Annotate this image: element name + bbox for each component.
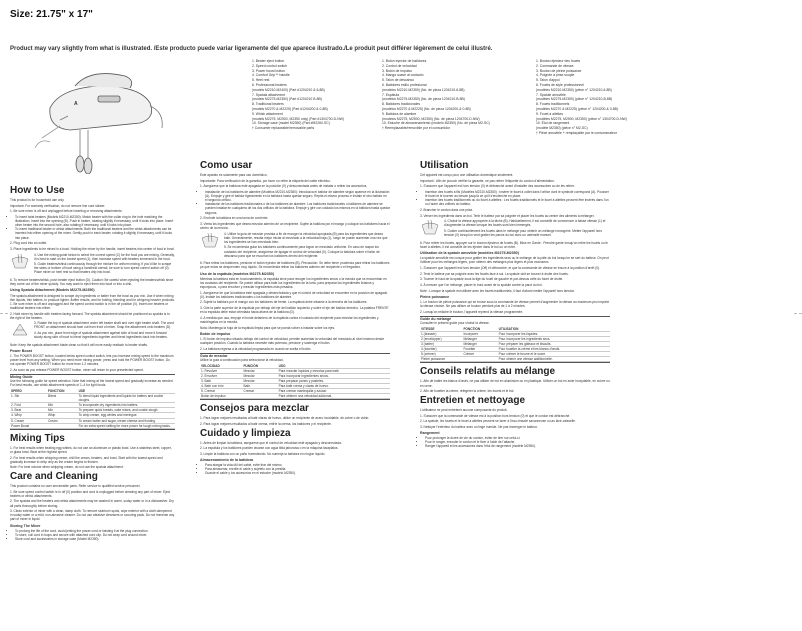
intro-text: Cet appareil est conçu pour une utilisation domestique seulement. <box>420 173 514 177</box>
step-text: 3. Tourner le haut de la spatule sous la tige du fouet de gauche et par-dessus celle du fouet de droite. <box>420 277 564 282</box>
table-cell: 4. Batir con brío <box>201 383 224 388</box>
table-row <box>10 394 175 403</box>
table-cell: Pour incorporer les liquides. <box>498 331 539 336</box>
table-cell: For an extra speed setting for more power for tough mixing tasks. <box>78 423 171 428</box>
parts-list-item: 10. Étui de rangement <box>536 121 570 126</box>
mixing-guide-table <box>200 353 390 400</box>
mixing-illustration <box>420 219 440 236</box>
storing-item: • To prolong the life of the cord, avoid jerking the power cord or twisting it at the plug connection. <box>15 529 175 533</box>
step-text: 1. S'assurer que l'appareil est hors tension (Off) et débranché, et que la commande de vitesse se trouve à la position d'arrêt (0). <box>420 266 601 271</box>
tip-item: Note: For best volume when whipping cream, do not use the spatula attachment. <box>10 465 124 470</box>
mixing-guide-intro: Consulter le présent guide pour choisir la vitesse. <box>420 321 490 326</box>
bullet-item: • Instalación de los batidores de alambre (Modelos M2210-M2350): Introduzca el batidor de alambre según aparece en la ilustración (A). Empuje y gire el batidor ligeramente en la batidora hasta quedar seguro. Repita el mismo proceso e instale el otro batidor en el segundo orificio. <box>205 190 390 202</box>
table-cell <box>47 424 78 428</box>
important-text: Importante: Para verificación de la garantía, por favor no retire la etiqueta del cable eléctrico. <box>200 178 331 183</box>
tip-item: 2. For best results when whipping cream, chill the cream, beaters, and bowl. Start with the lowest speed and gradually increase to whip only as the cream begins to thicken. <box>10 455 163 464</box>
table-header-cell: VELOCIDAD <box>201 363 220 368</box>
parts-list-item: (modelos M2270 & M2225) (No. de pieza 1204200-& 0-8B) <box>382 106 471 111</box>
rangement-heading: Rangement <box>420 431 440 436</box>
mixing-illustration <box>200 232 220 249</box>
table-cell: 3 (battre) <box>421 342 434 347</box>
power-boost-text: 2. As soon as you release POWER BOOST button, mixer will return to your preselected speed. <box>10 368 144 373</box>
power-boost-heading: Power Boost <box>10 348 32 353</box>
figure-b-block <box>420 219 610 239</box>
tip-item: 1. For best results when beating egg whites, do not use an aluminum or plastic bowl. Use a stainless steel, copper, or glass bowl. Beat at the highest speed. <box>10 445 172 454</box>
parts-list-item: 9. Fouet à ailettes <box>536 111 563 116</box>
parts-list-item: 1. Bouton éjecteur des fouets <box>536 59 581 63</box>
parts-list-item: (models M2275-M2350) (Part #1204210 B-8B) <box>252 97 322 102</box>
step-text: 4. Use the mixing guide below to select the correct speed (C) for the food you are mixing. Generally, it is best to start on the lowest speed (1), then increase speed with beaters immersed in the food. <box>34 252 175 261</box>
table-header-cell: FUNCIÓN <box>243 363 259 368</box>
mixing-guide-title: Mixing Guide <box>10 375 33 380</box>
table-cell: Mezclar <box>243 378 255 383</box>
parts-list-item: 3. Bouton de pleine puissance <box>536 68 582 73</box>
disclaimer: Product may vary slightly from what is illustrated. /Este producto puede variar ligeramente del que aparece ilustrado./Le produit peut différer légèrement de celui illustré. <box>10 46 493 52</box>
storing-item: • To store, coil cord in loops and secure with attached cord clip. Do not wrap cord around mixer. <box>15 533 175 537</box>
english-column <box>10 185 175 543</box>
parts-list-spanish <box>382 59 490 131</box>
spatule-text: La spatule amovible est conçue pour gratter les ingrédients secs ou le mélange de la pâte du bol lorsqu'on se sert du batteur. On peut l'utiliser pour les mélanges légers, pour obtenir des mélanges plus légers et plus mousseux. <box>420 256 609 265</box>
step-text: 2. Hold mixer by handle with beaters facing forward. The spatula attachment should be positioned so spatula is to the right of the beaters. <box>10 311 170 320</box>
table-row <box>420 357 610 362</box>
table-cell: 4. Whip <box>11 413 22 418</box>
care-item: 1. Be sure speed control switch is in off (0) position and cord is unplugged before cleaning any part of mixer. Eject beaters or whisk attachments. <box>10 489 171 498</box>
table-cell: Mezclar <box>243 373 255 378</box>
table-cell: 1. Revolver <box>201 368 218 373</box>
table-cell: 1. Stir <box>11 394 20 399</box>
table-cell: To whip cream, egg whites and meringue. <box>78 413 138 418</box>
care-item: 3. Nettoyer l'extérieur du batteur avec un linge humide. Ne pas immerger le batteur. <box>420 424 538 429</box>
table-cell: 5. Cream <box>11 418 25 423</box>
care-heading: Care and Cleaning <box>10 471 98 482</box>
table-cell: To blend liquid ingredients and liquids for batters and cookie doughs. <box>78 394 164 403</box>
parts-list-item: 9. Batidora de alambre <box>382 111 417 116</box>
table-cell: 3. Batir <box>201 378 212 383</box>
conseils-heading: Conseils relatifs au mélange <box>420 366 556 378</box>
step-text: 2. Enchufe la batidora en una toma de corriente. <box>200 216 269 221</box>
cuidado-heading: Cuidado y limpieza <box>200 427 291 439</box>
spanish-column <box>200 160 390 477</box>
entretien-heading: Entretien et nettoyage <box>420 394 526 406</box>
tip-item: 1. Para lograr mejores resultados al batir claras de huevo, utilice un recipiente de acero inoxidable, de cobre o de vidrio. <box>200 416 370 421</box>
mixing-guide-intro: Use the following guide for speed selection. Note that mixing at the lowest speed and gradually increase as needed. For best results, use whisk attachment speeds of 1–4 for light foods. <box>10 379 174 388</box>
table-cell: 2. Fold <box>11 403 21 408</box>
parts-list-item: (modèle M2350) (pièce n° M2-SC) <box>536 126 588 131</box>
almacenar-heading: Almacenamiento de la batidora <box>200 458 254 463</box>
table-cell: Cremar <box>243 389 255 394</box>
impulso-heading: Botón de impulso <box>200 331 231 336</box>
step-text: 3. Vierta los ingredientes que desea mezclar adentro de un recipiente. Sujete la batidora por el mango y coloque los batidores hacia el centro de la mezcla. <box>200 221 390 230</box>
como-usar-heading: Como usar <box>200 160 253 171</box>
table-cell: 5. Cremar <box>201 389 216 394</box>
table-cell: 4 (fouetter) <box>421 347 437 352</box>
step-text: 2. Tenir le batteur par sa poignée avec les fouets face à soi. La spatule doit se trouver à droite des fouets. <box>420 271 569 276</box>
parts-list-item: 5. Heel rest <box>252 78 270 83</box>
note-text: Nota: Mantenga la hoja de la espátula limpia para que se pueda volver a instalar sobre los ejes. <box>200 325 336 330</box>
table-cell: 3. Beat <box>11 408 22 413</box>
storing-item: • Pour prolonger la durée de vie du cordon, éviter de tirer sur celui-ci. <box>425 436 610 440</box>
care-item: 2. La espátula y los batidores pueden lavarse con agua tibia jabonosa o en la máquina lavaplatos. <box>200 446 339 451</box>
parts-list-item: 2. Speed control switch <box>252 63 288 68</box>
step-text: 3. Place ingredients to be mixed in a bowl. Holding the mixer by the handle, insert beaters into center of food in bowl. <box>10 246 175 251</box>
bullet-list <box>420 190 610 206</box>
step-text: 1. Asegúrese de que la batidora esté apagada y desenchufada y que el control de velocidad se encuentre en la posición de apagado (0). Instale los batidores tradicionales o los batidores de alambre. <box>200 290 388 299</box>
figure-b-block <box>10 253 175 277</box>
table-cell: 2. Envolver <box>201 373 217 378</box>
important-text: Important : Afin de pouvoir vérifier la garantie, ne pas retirer l'étiquette du cordon d'alimentation. <box>420 178 555 183</box>
spatula-illustration <box>10 321 30 338</box>
table-cell: To cream butter and sugar, cream cheese and frosting. <box>78 418 156 423</box>
size-label: Size: 21.75" x 17" <box>10 9 93 20</box>
table-cell: Para obtener una velocidad adicional. <box>278 394 332 399</box>
table-cell: Incorporer <box>463 331 479 336</box>
care-item: 2. The spatula and the beaters and whisk attachments may be washed in warm, sudsy water or in a dishwasher. Dry all parts thoroughly before storing. <box>10 499 174 508</box>
hand-mixer-illustration <box>30 68 168 174</box>
step-text: 3. Verser les ingrédients dans un bol. Tenir le batteur par sa poignée et placer les fouets au centre des aliments à mélanger. <box>420 213 595 218</box>
spatula-heading: Using Spatula Attachment (Models M2275-M2350) <box>10 288 95 293</box>
tips-list <box>420 379 610 393</box>
bullet-item: • To insert traditional beater or whisk attachments: Both the traditional beaters and the whisk attachments can be inserted into either opening of the mixer. Gently push in each beater, rotating it slightly if necessary, until it locks into place. <box>15 227 175 239</box>
storing-heading: Storing The Mixer <box>10 523 41 528</box>
parts-list-item: (modèles M2210-M2350) (pièce n° 1204210-6-8B) <box>536 87 612 92</box>
step-text: 6. Pour retirer les fouets, appuyer sur le bouton éjecteur de fouets (B). Mise en Garde : Prendre garde lorsqu'on retire les fouets ou le fouet à ailettes, il est conseillé de les éjecter dans le bol ou un évier. <box>420 240 608 249</box>
parts-list-item: 4. Comfort Grip™ handle <box>252 73 290 78</box>
table-cell: Para mezclar líquidos y mezclas para batir. <box>278 368 340 373</box>
table-cell: Pleine puissance <box>421 357 446 362</box>
parts-list-item: 10. Storage case (model M2350) (Part #M2260-SC) <box>252 121 330 126</box>
parts-list-item: (modelos M2275-M2350) (No. de pieza 1204210-B-8B) <box>382 97 465 102</box>
table-cell: 5 (crémer) <box>421 352 436 357</box>
parts-list-item: 3. Power boost button <box>252 68 285 73</box>
table-cell: Power Boost <box>11 423 30 428</box>
figure-label-a: A <box>74 101 78 107</box>
table-cell <box>462 357 497 361</box>
bullet-item: • Insertion des fouets à fils (Modèles M2210-M2350) : Insérer le fouet à collet dans l'orifice dont le symbole correspond (A). Pousser le fouet et le tourner au besoin jusqu'à ce qu'il s'enclenche en place. <box>425 190 610 198</box>
table-cell: Cream <box>47 418 58 423</box>
storing-list <box>200 463 390 475</box>
step-text: 1. S'assurer que l'appareil est hors tension (0) et débranché avant d'installer des accessoires ou de les retirer. <box>420 184 575 189</box>
table-cell: Batir <box>243 383 251 388</box>
parts-list-item: † Reemplazable/removible por el consumidor <box>382 126 451 131</box>
important-text: Important: For warranty verification, do not remove line cord sticker. <box>10 203 106 208</box>
care-item: L'utilisateur ne peut entretenir aucune composante du produit. <box>420 407 508 412</box>
parts-list-item: 6. Fouets de style professionnel <box>536 82 584 87</box>
storing-list <box>10 529 175 541</box>
parts-list-item: † Pièce amovible + remplaçable par le consommateur <box>536 130 617 135</box>
parts-list-item: 8. Fouets traditionnels <box>536 102 570 107</box>
bullet-item: • Insertion des fouets traditionnels ou du fouet à ailettes : Les fouets traditionnels et le fouet à ailettes peuvent être insérés dans l'un ou l'autre des orifices du batteur. <box>425 198 610 206</box>
parts-list-item: (modèles M2275-M2350) (pièce n° 1204210-B-8B) <box>536 97 613 102</box>
table-row <box>200 394 390 399</box>
trim-mark-left <box>0 313 8 315</box>
parts-list-item: 6. Batidores estilo profesional <box>382 82 427 87</box>
parts-list-item: (modèles M2270 & M2225) (pièce n° 1204200-& 0-8B) <box>536 106 619 111</box>
storing-list <box>420 436 610 448</box>
bullet-list <box>200 190 390 215</box>
puissance-text: 1. Le bouton de pleine puissance qui se trouve sous la commande de vitesse permet d'augmenter la vitesse au maximum peu importe la vitesse choisie. Ne pas utiliser ce bouton pendant plus de 1 à 2 minutes. <box>420 300 610 309</box>
table-cell: Pour crémer le beurre et le sucre. <box>498 352 547 357</box>
parts-list-item: 9. Whisk attachment <box>252 111 283 116</box>
storing-item: • Ranger l'appareil et les accessoires dans l'étui de rangement (modèle M2350). <box>425 444 610 448</box>
parts-list-item: 1. Botón eyector de batidores <box>382 59 427 63</box>
parts-list-item: 5. Talon d'appui <box>536 78 560 83</box>
care-list <box>10 490 175 522</box>
mixing-tips-heading: Mixing Tips <box>10 432 65 444</box>
table-cell: Pour fouetter la crème et les blancs d'œufs. <box>498 347 561 352</box>
note-text: Note : Lorsque la spatule est utilisée avec les fouets traditionnels, il faut d'abord mettre l'appareil hors tension. <box>420 288 576 293</box>
step-text: 5. Guider continuellement les fouets dans le mélange pour obtenir un mélange homogène. Mettre l'appareil hors tension (0) lorsqu'on veut gratter les parois du bol avec un ustensile manuel. <box>444 229 602 238</box>
parts-list-item: (models M2270 & M2225) (Part #1204200 & 0-8B) <box>252 106 328 111</box>
table-cell: To prepare quick breads, cake mixes, and cookie dough. <box>78 408 159 413</box>
how-to-use-heading: How to Use <box>10 185 65 196</box>
table-cell: Fouetter <box>463 347 476 352</box>
table-header-cell: FUNCTION <box>47 389 65 393</box>
step-text: 1. Be sure mixer is off and unplugged before inserting or removing attachments. <box>10 209 123 214</box>
step-text: 6. To remove beaters/whisk, push beater eject button (D). Caution: Be careful when ejecting the beaters/whisk since they come out of the mixer quickly. You may want to eject them into bowl or into a sink. <box>10 278 174 287</box>
table-header-cell: UTILISATION <box>498 326 519 331</box>
consejos-heading: Consejos para mezclar <box>200 403 309 415</box>
parts-list-french <box>536 59 627 136</box>
table-cell: Para batir crema y claras de huevo. <box>278 383 329 388</box>
step-text: 4. Choisir la vitesse appropriée à la tâche (B). Habituellement, il est conseillé de commencer à basse vitesse (1) et d'augmenter la vitesse lorsque les fouets sont bien immergés. <box>444 219 606 228</box>
parts-list-item: 1. Beater eject button <box>252 59 285 63</box>
step-text: 4. Utilice la guía de mezclar provista a fin de escoger la velocidad apropiada (B) para los ingredientes que desea batir. Generalmente, resulta mejor iniciar al mezclado a la velocidad baja (1), luego se puede aumentar una vez que los ingredientes se han mezclado bien. <box>224 231 388 244</box>
step-text: 4. À mesure que l'on mélange, placer le bord avant de la spatule contre la paroi du bol. <box>420 283 543 288</box>
bullet-item: • To insert twist beaters (Models M2210-M2350): Match beater with the collar ring to the hole matching the illustration. Insert into the opening (B). Push in beater, rotating slightly if necessary, until it locks into place. Insert other beater into the second hole, also rotating if necessary, until it locks into place. <box>15 215 175 227</box>
table-body <box>200 369 390 400</box>
step-text: 3. Gire la parte superior de la espátula por debajo del eje del batidor izquierdo y sobre el eje del batidor derecho. La palabra FRENTE en la espátula debe estar orientada hacia afuera de la batidora (D). <box>200 306 389 315</box>
bullet-item: • Instalación de los batidores tradicionales o de los batidores de alambre: Los batidores tradicionales o batidores de alambre se pueden instalar en cualquiera de los dos orificios de la batidora. Empuje y gire con cuidado los mismos en la batidora hasta quedar seguros. <box>205 202 390 214</box>
step-text: 1. Asegúrese que la batidora esté apagada en la posición (0) y desconectada antes de instalar o retirar los accesorios. <box>200 184 368 189</box>
table-cell: Para cremar mantequilla y azúcar. <box>278 389 327 394</box>
table-cell: Whip <box>47 413 56 418</box>
step-text: 3. Rotate the top of spatula attachment under left beater shaft and over right beater shaft. The word FRONT on attachment should face out from front of mixer. Snap the attachment onto beaters (D). <box>34 321 174 330</box>
mixing-guide-title: Guide du mélange <box>420 316 452 321</box>
table-cell: Pour obtenir une vitesse additionnelle. <box>498 357 553 362</box>
care-item: 2. La spatule, les fouets et le fouet à ailettes peuvent se laver à l'eau chaude savonneuse ou au lave-vaisselle. <box>420 419 576 424</box>
table-cell: Mélanger <box>463 336 477 341</box>
care-list <box>200 441 390 456</box>
table-cell: Crémer <box>463 352 475 357</box>
table-header-cell: USE <box>78 389 86 393</box>
spatule-steps <box>420 266 610 287</box>
intro-text: Este aparato es solamente para uso doméstico. <box>200 173 268 177</box>
parts-list-item: 7. Espátula <box>382 92 399 97</box>
table-cell: Mix <box>47 403 53 408</box>
care-list <box>420 408 610 429</box>
parts-list-item: (modelos M2275, M2500, M2350) (No. de pieza 1204700-D-NW) <box>382 116 480 121</box>
parts-list-item: 4. Mango suave al contacto <box>382 73 424 78</box>
parts-list-item: 10. Estuche de almacenamiento (modelo M2350) (No. de pieza M2-SC) <box>382 121 490 126</box>
parts-list-item: (models M2275, M2500, M2350 only) (Part #1304700-D-NW) <box>252 116 344 121</box>
parts-list-item: 2. Control de velocidad <box>382 63 417 68</box>
parts-list-item: (modèles M2275, M2500, M2350) (pièce n° 1304700-D-NW) <box>536 116 627 121</box>
step-text: 2. Brancher le cordon dans une prise. <box>420 207 474 212</box>
tip-item: 2. Para lograr mejores resultados al batir crema, enfríe la crema, los batidores y el recipiente. <box>200 421 332 426</box>
parts-list-item: 5. Talón de descanso <box>382 78 414 83</box>
storing-item: • Para alargar la vida útil del cable, evite tirar del mismo. <box>205 463 390 467</box>
puissance-heading: Pleine puissance <box>420 294 450 299</box>
step-text: 4. A medida que usa, empuje el borde delantero de la espátula contra el costado del recipiente para mezclar los ingredientes y manténgalos en la mezcla. <box>200 315 379 324</box>
storing-item: • Guarde el cable y los accesorios en el estuche (modelo M2350). <box>205 471 390 475</box>
tips-list <box>10 446 175 470</box>
espatula-text: Mientras la batidora está en funcionamiento, la espátula sirve para recoger los ingredientes secos o la mezcla que se encuentran en los costados del recipiente. Se puede utilizar para batir los ingredientes de la torta, para preparar los ingredientes livianos y esponjosos, o para envolver y mezclar ingredientes más pesados. <box>200 276 387 289</box>
table-cell: 1 (brasser) <box>421 331 437 336</box>
parts-list-item: 4. Poignée à prise souple <box>536 73 575 78</box>
figure-b-block <box>200 232 390 260</box>
note-text: Note: Keep the spatula attachment blade clean so that it will more easily reattach to beater shafts. <box>10 342 148 347</box>
mixing-guide-table <box>420 316 610 363</box>
parts-list-item: 8. Batidores tradicionales <box>382 102 421 107</box>
table-cell: Para preparar panes y pasteles. <box>278 378 324 383</box>
intro-text: This product is for household use only. <box>10 198 65 202</box>
step-text: 2. Plug cord into an outlet. <box>10 241 48 246</box>
figure-c-block <box>10 321 175 341</box>
parts-list-item: (modelos M2210-M2350) (No. de pieza 1204210-6-8B) <box>382 87 465 92</box>
utilisation-heading: Utilisation <box>420 160 469 171</box>
care-item: 3. Limpie la batidora con un paño humedecido. No sumerja la batidora en ningún líquido. <box>200 452 326 456</box>
mixing-illustration <box>10 253 30 270</box>
step-text: 2. Sujete la batidora por el mango con los batidores de frente. La espátula debe situarse a la derecha de los batidores. <box>200 300 368 305</box>
step-text: 5. Se recomienda guiar los batidores continuamente para lograr un mezclado uniforme. En caso de raspar los costados del recipiente, asegúrese de apagar el control de velocidad (0). Coloque la batidora sobre el talón de descanso para que se escurran los batidores dentro del recipiente. <box>224 245 380 258</box>
puissance-text: 2. Lorsqu'on relâche le bouton, l'appareil reprend la vitesse programmée. <box>420 309 524 314</box>
impulso-text: 2. La batidora regresa a la velocidad programada en cuanto se suelta el botón. <box>200 346 312 351</box>
parts-list-item: (models M2210-M2400) (Part #1204210 & 6-8B) <box>252 87 325 92</box>
table-body <box>10 394 175 429</box>
parts-list-item: 6. Professional beaters <box>252 82 287 87</box>
table-cell: Pour incorporer les ingrédients secs. <box>498 336 551 341</box>
french-column <box>420 160 610 450</box>
step-text: 6. Para retirar los batidores, presione el botón eyector de batidores (B). Precaución: Se debe tener prudencia para retirar los batidores ya que estos se desprenden muy rápido. Se recomienda retirar los batidores adentro del recipiente o el fregadero. <box>200 261 390 270</box>
power-boost-text: 1. The POWER BOOST button, located below speed control switch, lets you increase mixing speed to the maximum power level from any setting. When you need more mixing power, press and hold the POWER BOOST button. Do not operate POWER BOOST button for more than 1-2 minutes. <box>10 354 174 367</box>
espatula-heading: Uso de la espátula (modelos M2275-M2350) <box>200 271 274 276</box>
mixing-guide-title: Guía de mezclar <box>200 353 228 358</box>
parts-list-english <box>252 59 344 131</box>
care-intro: This product contains no user serviceable parts. Refer service to qualified service personnel. <box>10 484 141 488</box>
table-cell: Pour préparer les gâteaux et biscuits. <box>498 342 552 347</box>
mixing-guide-intro: Utilice la guía a continuación para seleccionar la velocidad. <box>200 357 284 362</box>
table-header-cell: FONCTION <box>463 326 481 331</box>
storing-item: • Store cord and accessories in storage case (Model M2350). <box>15 537 175 541</box>
step-text: 5. Guide beaters/whisk continuously through the mixture for uniform mixing. If you'd like to scrape the sides or bottom of bowl using a handheld utensil, be sure to turn speed control switch off (0). Place mixer on heel rest so that beaters drip into bowl. <box>34 262 172 275</box>
mixing-guide-table <box>10 374 175 430</box>
espatula-steps <box>200 291 390 324</box>
care-item: 1. S'assurer que la commande de vitesse est à la position hors tension (0) et que le cordon est débranché. <box>420 413 571 418</box>
parts-list-item: 7. Spatule amovible <box>536 92 566 97</box>
table-cell: Para incorporar ingredientes secos. <box>278 373 329 378</box>
impulso-text: 1. El botón de impulso situado debajo del control de velocidad, permite aumentar la velocidad del mezclado al nivel máximo desde cualquier posición. Cuando la batidora necesite más potencia, presione y sostenga el botón. <box>200 336 385 346</box>
table-header-cell: USO <box>278 363 286 368</box>
spatule-heading: Utilisation de la spatule amovible (modèles M2275-M2350) <box>420 251 519 256</box>
table-row <box>10 424 175 429</box>
table-cell: Botón de impulso <box>201 394 226 399</box>
storing-item: • Para almacenar, enrolle el cable y sujételo con la presilla. <box>205 467 390 471</box>
parts-list-item: 2. Commande de vitesse <box>536 63 574 68</box>
table-cell: Mix <box>47 408 53 413</box>
parts-list-item: 7. Spatula attachment <box>252 92 285 97</box>
tip-item: 2. Afin de fouetter la crème, réfrigérer la crème, les fouets et le bol. <box>420 389 515 394</box>
tip-item: 1. Afin de battre les blancs d'œufs, ne pas utiliser de bol en aluminium ou en plastique. Utiliser un bol en acier inoxydable, en cuivre ou en verre. <box>420 379 610 388</box>
bullet-list <box>10 215 175 240</box>
step-text: 4. As you mix, place front edge of spatula attachment against side of bowl and move it forward slowly along side of bowl to blend ingredients together and blend ingredients back into beaters. <box>34 331 168 340</box>
spatula-text: The spatula attachment is designed to scrape dry ingredients or batter from the bowl as you mix. Use it when mixing thin liquids, thin batters, to produce lighter, fluffier results, and for folding, blending and for whipping heavier products. 1. Be sure mixer is off and unplugged and the speed control switch is in the off position (0). Insert one beaters or traditional beaters into either. <box>10 293 175 310</box>
table-header-cell: SPEED <box>11 389 22 393</box>
care-item: 3. Clean exterior of mixer with a clean, damp cloth. To remove stubborn spots, wipe exterior with a cloth dampened in sudsy water or a mild, non-abrasive cleaner. Do not use abrasive cleansers or scouring pads. Do not immerse any part of mixer in liquid. <box>10 509 175 522</box>
table-body <box>420 332 610 363</box>
trim-mark-right <box>794 313 802 315</box>
table-cell: Blend <box>47 394 57 399</box>
table-cell: Mélanger <box>463 342 477 347</box>
care-item: 1. Antes de limpiar la batidora, asegúrese que el control de velocidad esté apagado y desconectada. <box>200 440 342 445</box>
parts-list-item: 3. Botón de impulso <box>382 68 412 73</box>
table-cell: To incorporate dry ingredients into batters. <box>78 403 139 408</box>
tips-list <box>200 416 390 426</box>
parts-list-item: 8. Traditional beaters <box>252 102 284 107</box>
storing-item: • Pour le ranger, enrouler le cordon et le fixer à l'aide de l'attache. <box>425 440 610 444</box>
table-cell <box>242 394 277 398</box>
table-header-cell: VITESSE <box>421 326 435 331</box>
table-cell: 2 (envelopper) <box>421 336 442 341</box>
parts-list-item: † Consumer replaceable/removable parts <box>252 126 315 131</box>
table-cell: Mezclar <box>243 368 255 373</box>
